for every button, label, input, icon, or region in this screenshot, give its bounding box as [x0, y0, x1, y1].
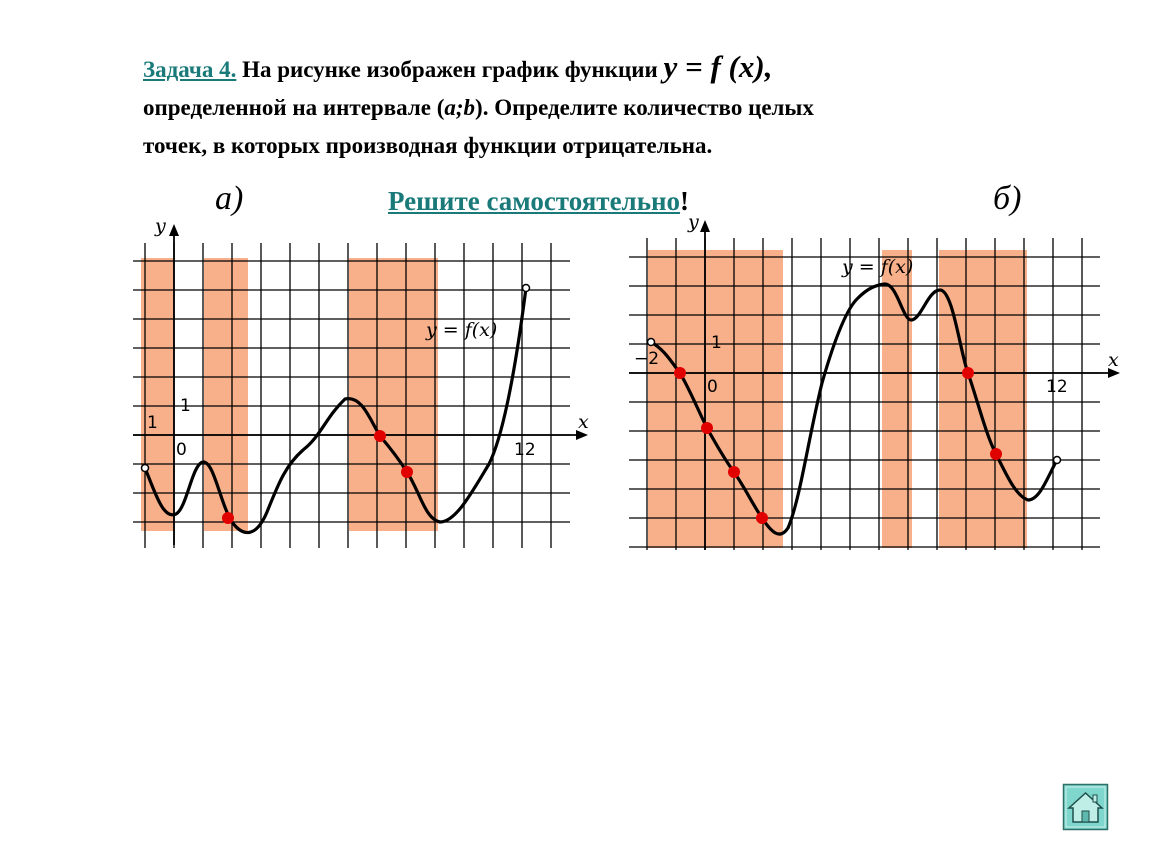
solve-suffix: !: [680, 186, 690, 216]
graph-a-x-label: x: [578, 411, 589, 433]
graph-b-tick-left: −2: [634, 349, 660, 369]
graph-b-end-point: [1054, 457, 1061, 464]
graph-a-tick-one: 1: [147, 413, 158, 433]
graph-b-tick-zero: 0: [707, 377, 718, 397]
task-interval: a;b: [444, 95, 476, 120]
solve-link[interactable]: Решите самостоятельно: [388, 186, 681, 216]
graph-b-start-point: [648, 339, 655, 346]
graph-b-tick-end: 12: [1046, 377, 1068, 397]
graph-b-label: б): [993, 180, 1022, 217]
graph-b-point: [728, 466, 740, 478]
graph-b-point: [990, 448, 1002, 460]
graph-b-y-label: y: [688, 211, 699, 233]
graph-b-tick-one: 1: [711, 333, 722, 353]
home-button[interactable]: [1063, 784, 1108, 830]
task-line2-a: определенной на интервале (: [143, 95, 445, 120]
graph-a-y-label: y: [155, 215, 166, 237]
graph-a-tick-end: 12: [514, 440, 536, 460]
graph-a-label: а): [215, 180, 244, 217]
graph-a-tick-zero: 0: [176, 440, 187, 460]
home-icon: [1063, 784, 1108, 830]
task-line3: точек, в которых производная функции отрицательна.: [143, 133, 713, 158]
graph-b-func-label: y = f(x): [842, 256, 914, 278]
graph-b-point: [701, 422, 713, 434]
graph-b-band: [939, 250, 1027, 548]
graph-b-point: [756, 512, 768, 524]
graph-a-func-label: y = f(x): [426, 319, 498, 341]
task-comma: ,: [764, 49, 773, 84]
graph-b-point: [962, 367, 974, 379]
graph-b-x-label: x: [1108, 349, 1119, 371]
graph-a-tick-y-one: 1: [180, 396, 191, 416]
task-function: y = f (x): [663, 49, 765, 84]
task-label: Задача 4.: [143, 57, 237, 82]
task-line2-b: ). Определите количество целых: [475, 95, 814, 120]
task-text-1: На рисунке изображен график функции: [236, 57, 664, 82]
graph-b-y-arrow: [700, 220, 710, 232]
graph-b-point: [674, 367, 686, 379]
